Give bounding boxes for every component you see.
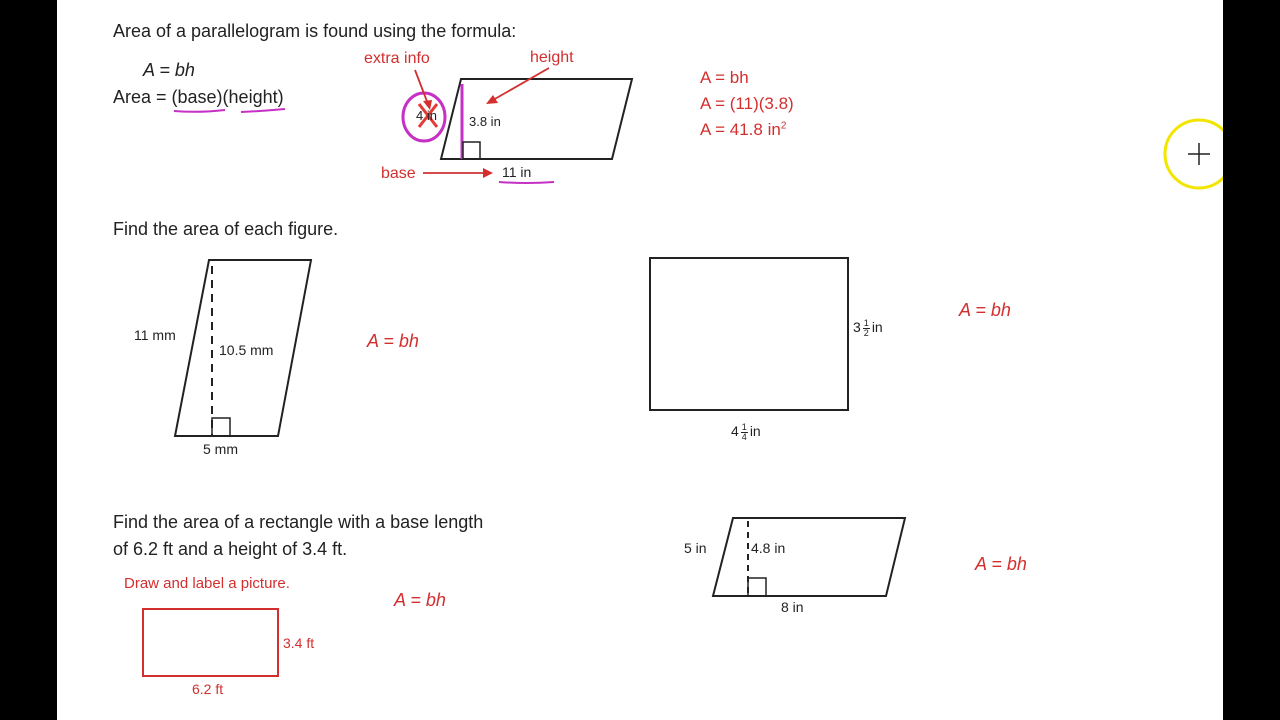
worksheet-page: [57, 0, 1223, 720]
square-exponent: 2: [780, 120, 787, 132]
problem2-work: A = bh: [959, 300, 1011, 320]
problem2-base-label: 4 $\frac{1}{4}$ in: [731, 422, 761, 442]
underline-height-word: [241, 109, 285, 112]
problem2-height-fraction: $\frac{1}{2}$: [863, 318, 869, 338]
problem3-text-line1: Find the area of a rectangle with a base length: [113, 512, 484, 532]
problem4-work: A = bh: [975, 554, 1027, 574]
problem3-base-label: 6.2 ft: [192, 681, 224, 697]
formula-a-equals-bh: A = bh: [143, 60, 195, 80]
formula-heading: Area of a parallelogram is found using the formula:: [113, 21, 517, 41]
problem3-instruction: Draw and label a picture.: [124, 575, 290, 592]
problem2-rectangle: [650, 258, 848, 410]
annotation-extra-info: extra info: [364, 50, 430, 67]
intro-side-label: 4 in: [416, 108, 437, 123]
problem4-height-label: 4.8 in: [751, 540, 786, 556]
annotation-base: base: [381, 165, 416, 182]
problem1-side-label: 11 mm: [134, 327, 176, 343]
diagram-layer: [57, 0, 1223, 720]
problem3-drawn-rectangle: [143, 609, 278, 676]
problem4-side-label: 5 in: [684, 540, 707, 556]
intro-right-angle: [463, 142, 480, 159]
intro-work-line3: A = 41.8 $in^2$: [700, 120, 787, 139]
problem4-right-angle: [748, 578, 766, 596]
intro-work-line2: A = (11)(3.8): [700, 94, 794, 113]
problem2-base-fraction: $\frac{1}{4}$: [741, 422, 747, 442]
base-arrowhead: [483, 168, 493, 178]
intro-work-line1: A = bh: [700, 68, 749, 87]
section-heading: Find the area of each figure.: [113, 219, 339, 239]
underline-11in: [499, 182, 554, 183]
problem3-work: A = bh: [394, 590, 446, 610]
problem3-height-label: 3.4 ft: [283, 635, 315, 651]
underline-base-word: [174, 110, 225, 112]
problem4-parallelogram: [713, 518, 905, 596]
height-arrowhead: [486, 95, 498, 104]
intro-height-label: 3.8 in: [469, 114, 501, 129]
annotation-height: height: [530, 49, 574, 66]
problem1-work: A = bh: [367, 331, 419, 351]
formula-area-base-height: Area = (base)(height): [113, 87, 284, 107]
problem1-height-label: 10.5 mm: [219, 342, 274, 358]
height-arrow: [493, 68, 549, 100]
problem2-height-label: 3 $\frac{1}{2}$ in: [853, 318, 883, 338]
problem1-right-angle: [212, 418, 230, 436]
problem4-base-label: 8 in: [781, 599, 804, 615]
problem3-text-line2: of 6.2 ft and a height of 3.4 ft.: [113, 539, 348, 559]
problem1-base-label: 5 mm: [203, 441, 238, 457]
extra-info-arrow: [415, 70, 428, 104]
intro-base-label: 11 in: [502, 164, 532, 180]
crosshair-cursor-icon: [1188, 143, 1210, 165]
